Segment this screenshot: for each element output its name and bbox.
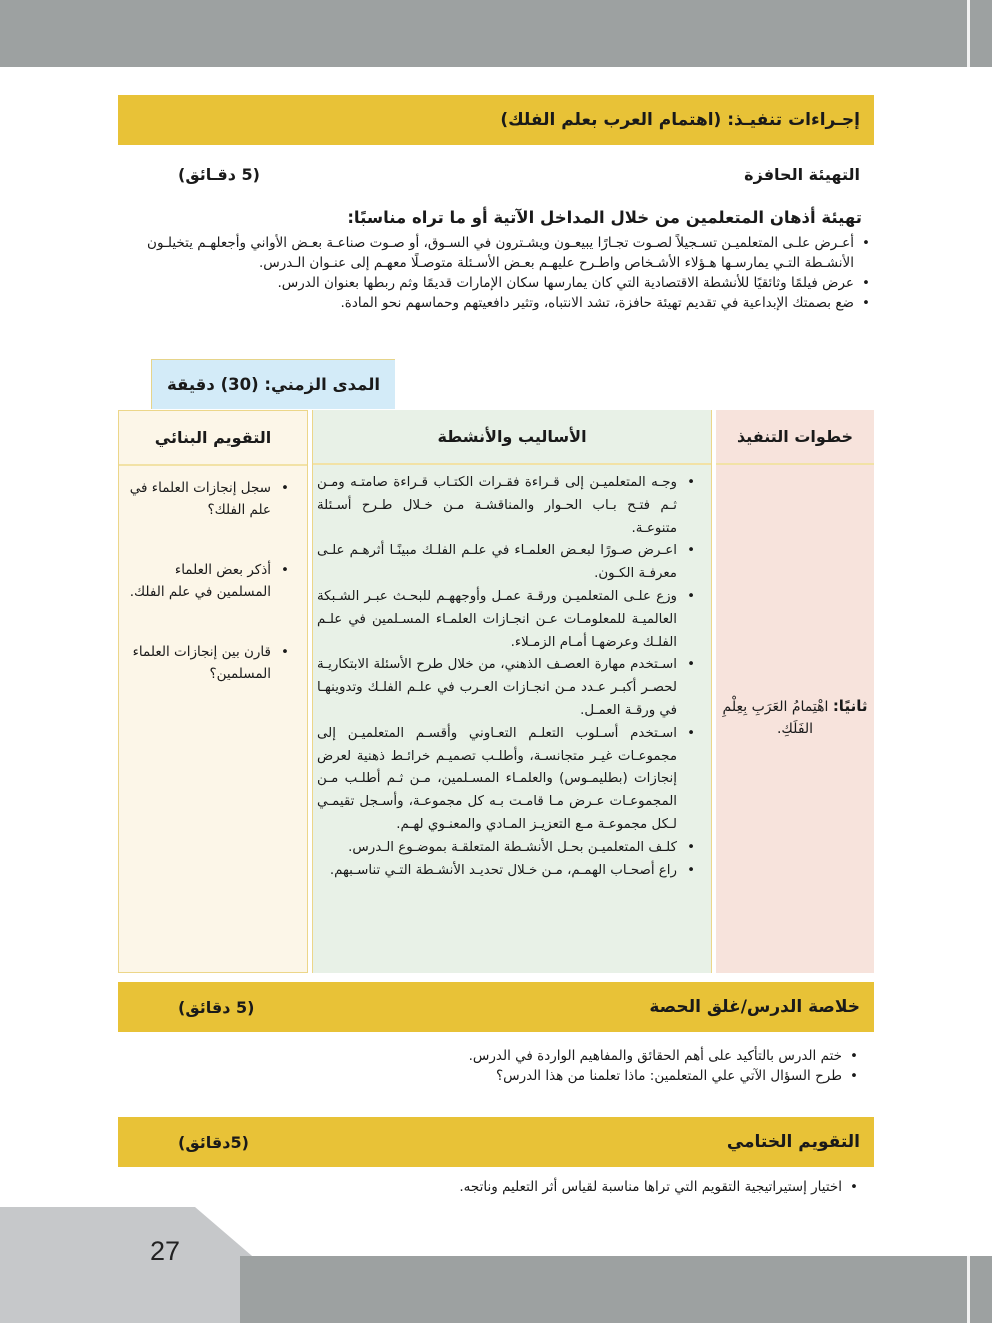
- final-eval-title: التقويم الختامي: [726, 1132, 860, 1152]
- top-bar-divider: [967, 0, 970, 67]
- activities-header: الأساليب والأنشطة: [313, 410, 711, 465]
- step-number: ثانيًا:: [832, 697, 868, 715]
- closure-title: خلاصة الدرس/غلق الحصة: [649, 997, 860, 1017]
- closure-time: (5 دقائق): [178, 997, 255, 1017]
- activity-item: • اسـتخدم أسـلوب التعلـم التعـاوني وأقسـم المتعلميـن إلى مجموعـات غيـر متجانسـة، وأطلـب تصميـم خرائـط ذهنية لعرض إنجازات (بطليمـوس) والعلمـاء المسـلمين، مـن ثـم أطلـب مـن المجموعـات عـرض مـا قامـت بـه كل مجموعـة، وأسـجل تقيمـي لـكل مجموعـة مـع التعزيـز المـادي والمعنـوي لهـم.: [317, 723, 701, 837]
- warmup-heading: [118, 165, 874, 184]
- closure-bullet: • طرح السؤال الآتي علي المتعلمين: ماذا تعلمنا من هذا الدرس؟: [162, 1066, 862, 1086]
- activity-item: • وزع علـى المتعلميـن ورقـة عمـل وأوجههـم للبحـث عبـر الشـبكة العالميـة للمعلومـات عـن انجـازات العلمـاء المسـلمين في علـم الفلـك وعرضهـا أمـام الزمـلاء.: [317, 586, 701, 654]
- warmup-bullet: • ضع بصمتك الإبداعية في تقديم تهيئة حافزة، تشد الانتباه، وتثير دافعيتهم وحماسهم نحو المادة.: [132, 293, 874, 313]
- activities-list: [317, 472, 701, 882]
- lesson-steps-table: [118, 410, 874, 973]
- final-eval-bullet: • اختيار إستيراتيجية التقويم التي تراها مناسبة لقياس أثر التعليم وناتجه.: [162, 1177, 862, 1197]
- duration-label: المدى الزمني: (30) دقيقة: [166, 375, 381, 394]
- evaluation-list: [125, 477, 293, 723]
- step-label: [716, 695, 874, 740]
- footer-bar-divider: [967, 1256, 970, 1323]
- warmup-time: (5 دقـائق): [178, 165, 260, 184]
- evaluation-item: • سجل إنجازات العلماء في علم الفلك؟: [125, 477, 293, 521]
- warmup-subheading: تهيئة أذهان المتعلمين من خلال المداخل الآتية أو ما تراه مناسبًا:: [347, 208, 862, 227]
- final-eval-header-band: [118, 1117, 874, 1167]
- warmup-bullet-list: [132, 233, 874, 313]
- evaluation-column: [118, 410, 308, 973]
- warmup-title: التهيئة الحافزة: [744, 165, 860, 184]
- steps-column: [716, 410, 874, 973]
- footer-dark-bar: [240, 1256, 992, 1323]
- warmup-bullet: • عرض فيلمًا وثائقيًا للأنشطة الاقتصادية التي كان يمارسها سكان الإمارات قديمًا وثم ربطها بعنوان الدرس.: [132, 273, 874, 293]
- page-number: 27: [150, 1236, 181, 1266]
- procedures-header-band: [118, 95, 874, 145]
- warmup-bullet: • أعـرض علـى المتعلميـن تسـجيلاً لصـوت تجـارًا يبيعـون ويشـترون في السـوق، أو صـوت صناعـة بعـض الأواني وأجعلهـم يتخيلـون الأنشـطة التـي يمارسـها هـؤلاء الأشـخاص واطـرح عليهـم بعـض الأسـئلة متوصـلًا معهـم إلى عنـوان الـدرس.: [132, 233, 874, 273]
- procedures-title: إجـراءات تنفيـذ: (اهتمام العرب بعلم الفلك): [500, 110, 860, 130]
- steps-header: خطوات التنفيذ: [716, 410, 874, 465]
- final-eval-time: (5دقائق): [178, 1132, 249, 1152]
- activity-item: • اسـتخدم مهارة العصـف الذهني، من خلال طرح الأسئلة الابتكاريـة لحصـر أكبـر عـدد مـن انجـازات العـرب في علـم الفلـك وتدوينهـا في ورقـة العمـل.: [317, 654, 701, 722]
- activities-column: [312, 410, 712, 973]
- evaluation-header: التقويم البنائي: [119, 411, 307, 466]
- evaluation-item: • قارن بين إنجازات العلماء المسلمين؟: [125, 641, 293, 685]
- closure-bullet-list: [162, 1046, 862, 1086]
- evaluation-item: • أذكر بعض العلماء المسلمين في علم الفلك.: [125, 559, 293, 603]
- activity-item: • اعـرض صـورًا لبعـض العلمـاء في علـم الفلـك مبينًـا أثرهـم علـى معرفـة الكـون.: [317, 540, 701, 586]
- activity-item: • وجـه المتعلميـن إلى قـراءة فقـرات الكتـاب قـراءة صامتـه ومـن ثـم فتـح بـاب الحـوار والمناقشـة مـن خـلال طـرح أسـئلة متنوعـة.: [317, 472, 701, 540]
- duration-tab: [151, 359, 395, 409]
- closure-bullet: • ختم الدرس بالتأكيد على أهم الحقائق والمفاهيم الواردة في الدرس.: [162, 1046, 862, 1066]
- activity-item: • كلـف المتعلميـن بحـل الأنشـطة المتعلقـة بموضـوع الـدرس.: [317, 837, 701, 860]
- top-decorative-bar: [0, 0, 992, 67]
- step-text: اهْتِمامُ العَرَبِ بِعِلْمِ الفَلَكِ.: [722, 699, 829, 737]
- activity-item: • راع أصحـاب الهمـم، مـن خـلال تحديـد الأنشـطة التـي تناسـبهم.: [317, 860, 701, 883]
- closure-header-band: [118, 982, 874, 1032]
- final-eval-bullet-list: [162, 1177, 862, 1197]
